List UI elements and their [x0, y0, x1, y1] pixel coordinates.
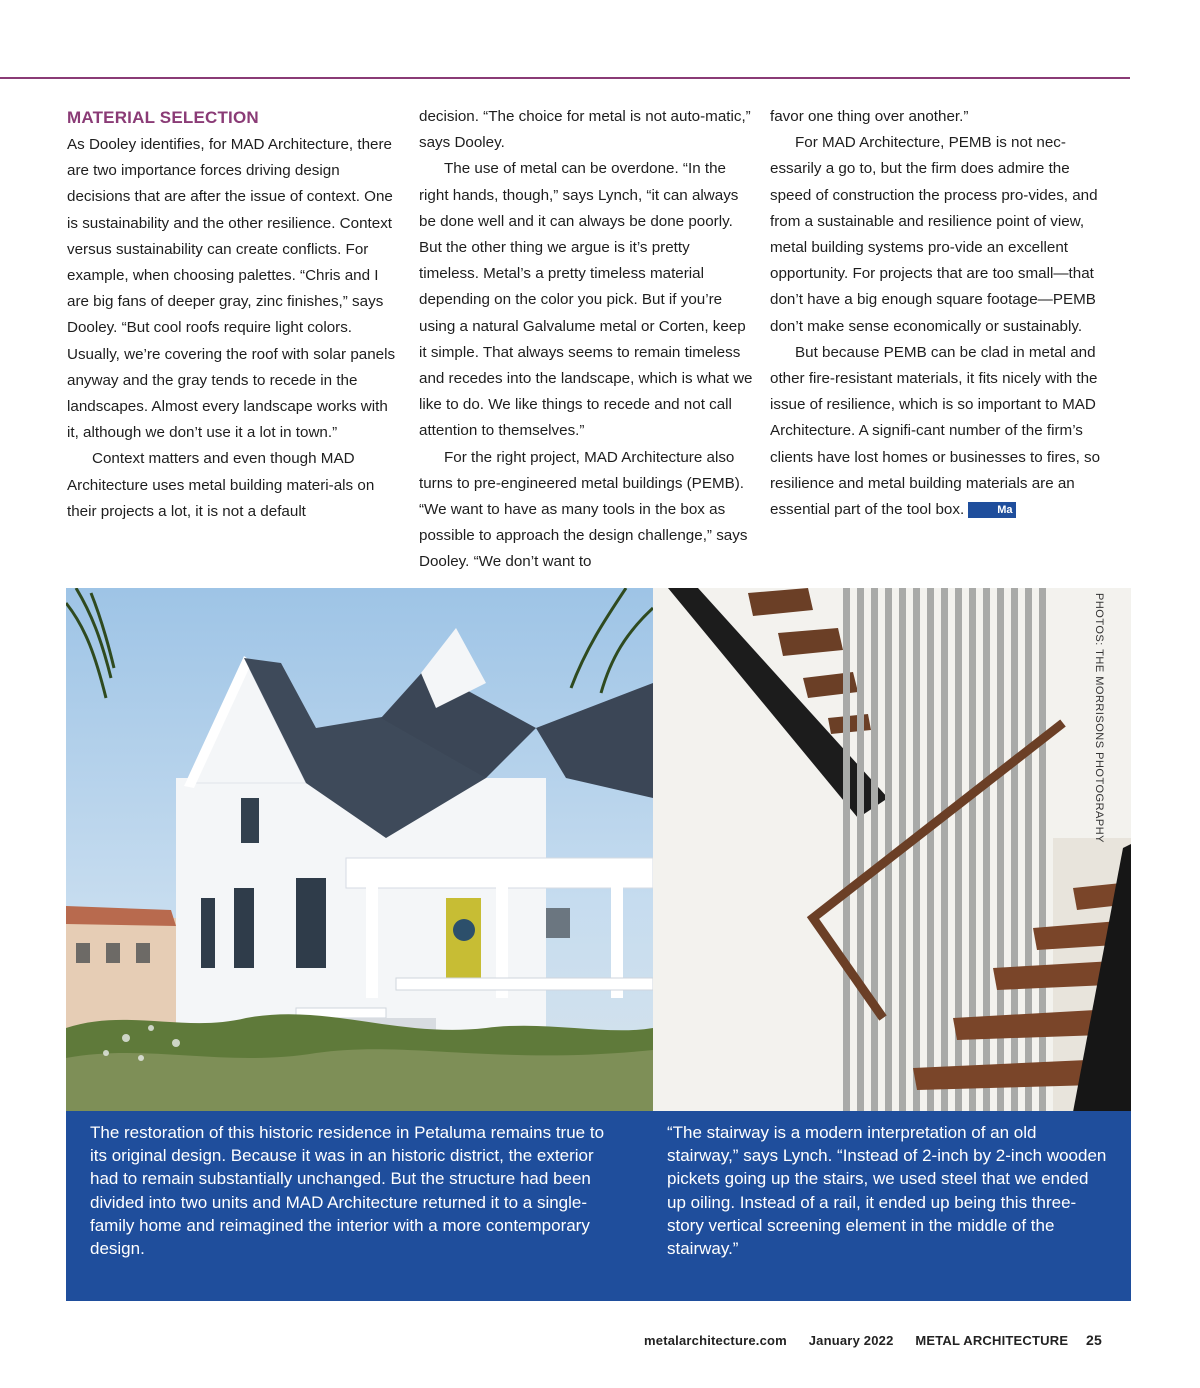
paragraph: For the right project, MAD Architecture also turns to pre-engineered metal buildings (PEMB). “We want to have as many tools in the box as possible to approach the design challenge,” says Dooley. “We don’t want to: [419, 448, 748, 571]
text-column-1: [67, 104, 397, 525]
paragraph: favor one thing over another.”: [770, 108, 969, 125]
footer-magazine: METAL ARCHITECTURE: [915, 1333, 1069, 1348]
paragraph: As Dooley identifies, for MAD Architecture, there are two importance forces driving design decisions that are after the issue of context. One is sustainability and the other resilience. Context versus sustainability can create conflicts. For example, when choosing palettes. “Chris and I are big fans of deeper gray, zinc finishes,” says Dooley. “But cool roofs require light colors. Usually, we’re covering the roof with solar panels anyway and the gray tends to recede in the landscapes. Almost every landscape works with it, although we don’t use it a lot in town.”: [67, 136, 396, 442]
page-number: 25: [1086, 1332, 1102, 1348]
photo-stairway: [653, 588, 1131, 1112]
footer-date: January 2022: [808, 1333, 894, 1348]
photo-credit: PHOTOS: THE MORRISONS PHOTOGRAPHY: [1093, 593, 1105, 843]
paragraph-text: But because PEMB can be clad in metal and other fire-resistant materials, it fits nicely with the issue of resilience, which is so important to MAD Architecture. A signifi-cant number of the firm’s clients have lost homes or businesses to fires, so resilience and metal building materials are an essential part of the tool box.: [770, 343, 1101, 519]
paragraph: [770, 340, 1104, 523]
stair-illustration: [653, 588, 1131, 1112]
text-column-3: [770, 104, 1104, 523]
paragraph: The use of metal can be overdone. “In the right hands, though,” says Lynch, “it can always be done well and it can always be done poorly. But the other thing we argue is it’s pretty timeless. Metal’s a pretty timeless material depending on the color you pick. But if you’re using a natural Galvalume metal or Corten, keep it simple. That always seems to remain timeless and recedes into the landscape, which is what we like to do. We like things to recede and not call attention to themselves.”: [419, 160, 753, 440]
text-column-2: [419, 104, 753, 576]
caption-left: The restoration of this historic residence in Petaluma remains true to its original design. Because it was in an historic district, the exterior had to remain substantially unchanged. But the structure had been divided into two units and MAD Architecture returned it to a single-family home and reimagined the interior with a more contemporary design.: [90, 1123, 605, 1259]
section-heading: MATERIAL SELECTION: [67, 108, 259, 127]
photo-historic-residence: [66, 588, 653, 1112]
header-rule: [0, 77, 1130, 79]
footer-site: metalarchitecture.com: [644, 1333, 787, 1348]
paragraph: Context matters and even though MAD Architecture uses metal building materi-als on their projects a lot, it is not a default: [67, 450, 375, 520]
caption-bar: [66, 1111, 1131, 1301]
caption-right: “The stairway is a modern interpretation of an old stairway,” says Lynch. “Instead of 2-inch by 2-inch wooden pickets going up the stairs, we used steel that we ended up oiling. Instead of a rail, it ended up being this three-story vertical screening element in the middle of the stairway.”: [667, 1123, 1107, 1259]
house-illustration: [66, 588, 653, 1112]
page-footer: [626, 1332, 1102, 1348]
end-mark-logo: Ma: [968, 502, 1016, 518]
paragraph: decision. “The choice for metal is not auto-matic,” says Dooley.: [419, 108, 751, 152]
paragraph: For MAD Architecture, PEMB is not nec-essarily a go to, but the firm does admire the speed of construction the process pro-vides, and from a sustainable and resilience point of view, metal building systems pro-vide an excellent opportunity. For projects that are too small—that don’t have a big enough square footage—PEMB don’t make sense economically or sustainably.: [770, 134, 1098, 335]
